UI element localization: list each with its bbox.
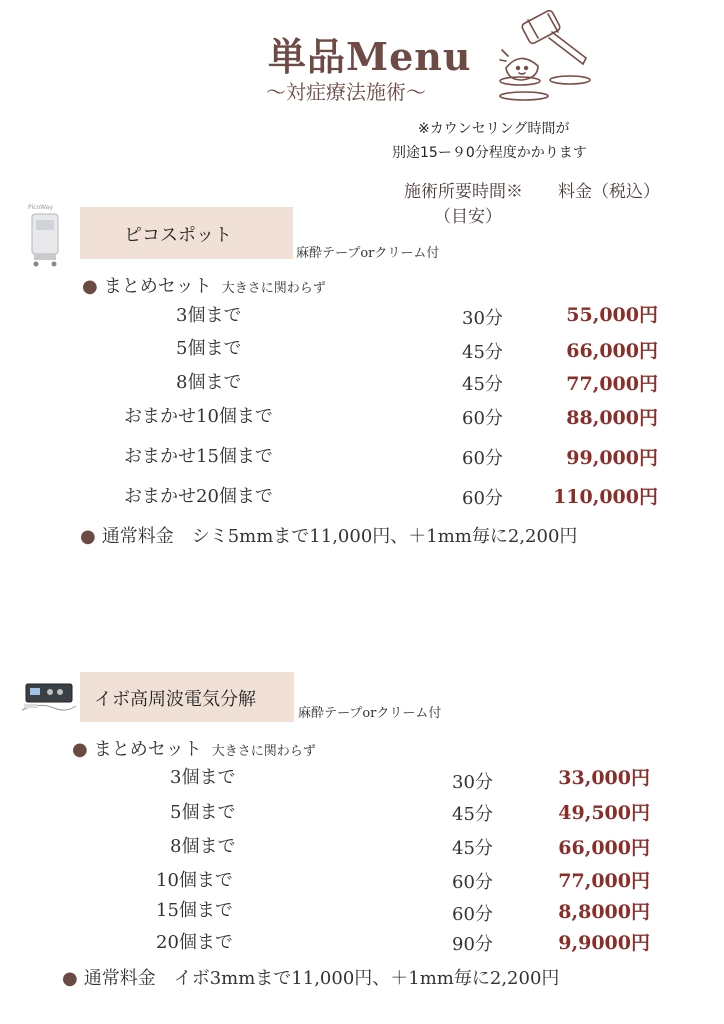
page-title: 単品Menu bbox=[268, 34, 472, 79]
table-row-item: おまかせ20個まで bbox=[124, 486, 273, 507]
gavel-icon bbox=[494, 8, 594, 103]
section-ibo-set-heading: ● まとめセット 大きさに関わらず bbox=[72, 739, 316, 760]
counseling-note-line1: ※カウンセリング時間が bbox=[418, 121, 570, 137]
column-header-price: 料金（税込） bbox=[558, 182, 660, 202]
table-row-price: 77,000円 bbox=[558, 870, 650, 892]
table-row-item: 5個まで bbox=[170, 802, 236, 823]
table-row-time: 60分 bbox=[462, 408, 503, 429]
table-row-time: 60分 bbox=[462, 488, 503, 509]
section-pico-tape-note: 麻酔テープorクリーム付 bbox=[296, 246, 440, 261]
column-header-time-sub: （目安） bbox=[434, 207, 502, 227]
section-pico-label: ピコスポット bbox=[124, 225, 232, 246]
table-row-time: 30分 bbox=[462, 308, 503, 329]
table-row-price: 8,8000円 bbox=[558, 901, 650, 923]
section-ibo-label: イボ高周波電気分解 bbox=[94, 689, 256, 710]
table-row-price: 66,000円 bbox=[558, 837, 650, 859]
svg-text:PicoWay: PicoWay bbox=[28, 204, 53, 211]
table-row-item: 3個まで bbox=[176, 305, 242, 326]
table-row-price: 88,000円 bbox=[566, 407, 658, 429]
table-row-item: おまかせ10個まで bbox=[124, 406, 273, 427]
bullet-dot-icon: ● bbox=[62, 968, 78, 989]
bullet-dot-icon: ● bbox=[82, 276, 98, 297]
table-row-time: 30分 bbox=[452, 772, 493, 793]
table-row-price: 33,000円 bbox=[558, 767, 650, 789]
table-row-price: 99,000円 bbox=[566, 447, 658, 469]
table-row-item: 20個まで bbox=[156, 932, 233, 953]
table-row-price: 110,000円 bbox=[553, 486, 658, 508]
table-row-time: 45分 bbox=[462, 374, 503, 395]
section-pico-normal-price: ● 通常料金 シミ5mmまで11,000円、＋1mm毎に2,200円 bbox=[80, 526, 578, 547]
table-row-time: 45分 bbox=[462, 342, 503, 363]
electrolysis-device-image bbox=[20, 680, 78, 714]
section-pico-set-heading: ● まとめセット 大きさに関わらず bbox=[82, 276, 326, 297]
table-row-time: 90分 bbox=[452, 934, 493, 955]
table-row-price: 9,9000円 bbox=[558, 932, 650, 954]
bullet-dot-icon: ● bbox=[80, 526, 96, 547]
table-row-item: おまかせ15個まで bbox=[124, 446, 273, 467]
table-row-time: 60分 bbox=[462, 448, 503, 469]
section-pico-label-box bbox=[80, 207, 293, 259]
table-row-item: 15個まで bbox=[156, 900, 233, 921]
table-row-item: 10個まで bbox=[156, 870, 233, 891]
table-row-item: 3個まで bbox=[170, 767, 236, 788]
table-row-time: 45分 bbox=[452, 838, 493, 859]
table-row-price: 66,000円 bbox=[566, 340, 658, 362]
table-row-item: 5個まで bbox=[176, 338, 242, 359]
table-row-time: 60分 bbox=[452, 872, 493, 893]
table-row-item: 8個まで bbox=[170, 836, 236, 857]
page-subtitle: 〜対症療法施術〜 bbox=[266, 80, 426, 104]
section-ibo-normal-price: ● 通常料金 イボ3mmまで11,000円、＋1mm毎に2,200円 bbox=[62, 968, 560, 989]
section-ibo-tape-note: 麻酔テープorクリーム付 bbox=[298, 706, 442, 721]
section-ibo-label-box bbox=[80, 672, 294, 722]
table-row-price: 77,000円 bbox=[566, 373, 658, 395]
table-row-price: 55,000円 bbox=[566, 304, 658, 326]
table-row-time: 45分 bbox=[452, 804, 493, 825]
table-row-time: 60分 bbox=[452, 904, 493, 925]
table-row-price: 49,500円 bbox=[558, 802, 650, 824]
table-row-item: 8個まで bbox=[176, 372, 242, 393]
column-header-time: 施術所要時間※ bbox=[404, 182, 523, 202]
pico-device-image bbox=[24, 200, 66, 268]
counseling-note-line2: 別途15ー９0分程度かかります bbox=[392, 145, 587, 161]
bullet-dot-icon: ● bbox=[72, 739, 88, 760]
